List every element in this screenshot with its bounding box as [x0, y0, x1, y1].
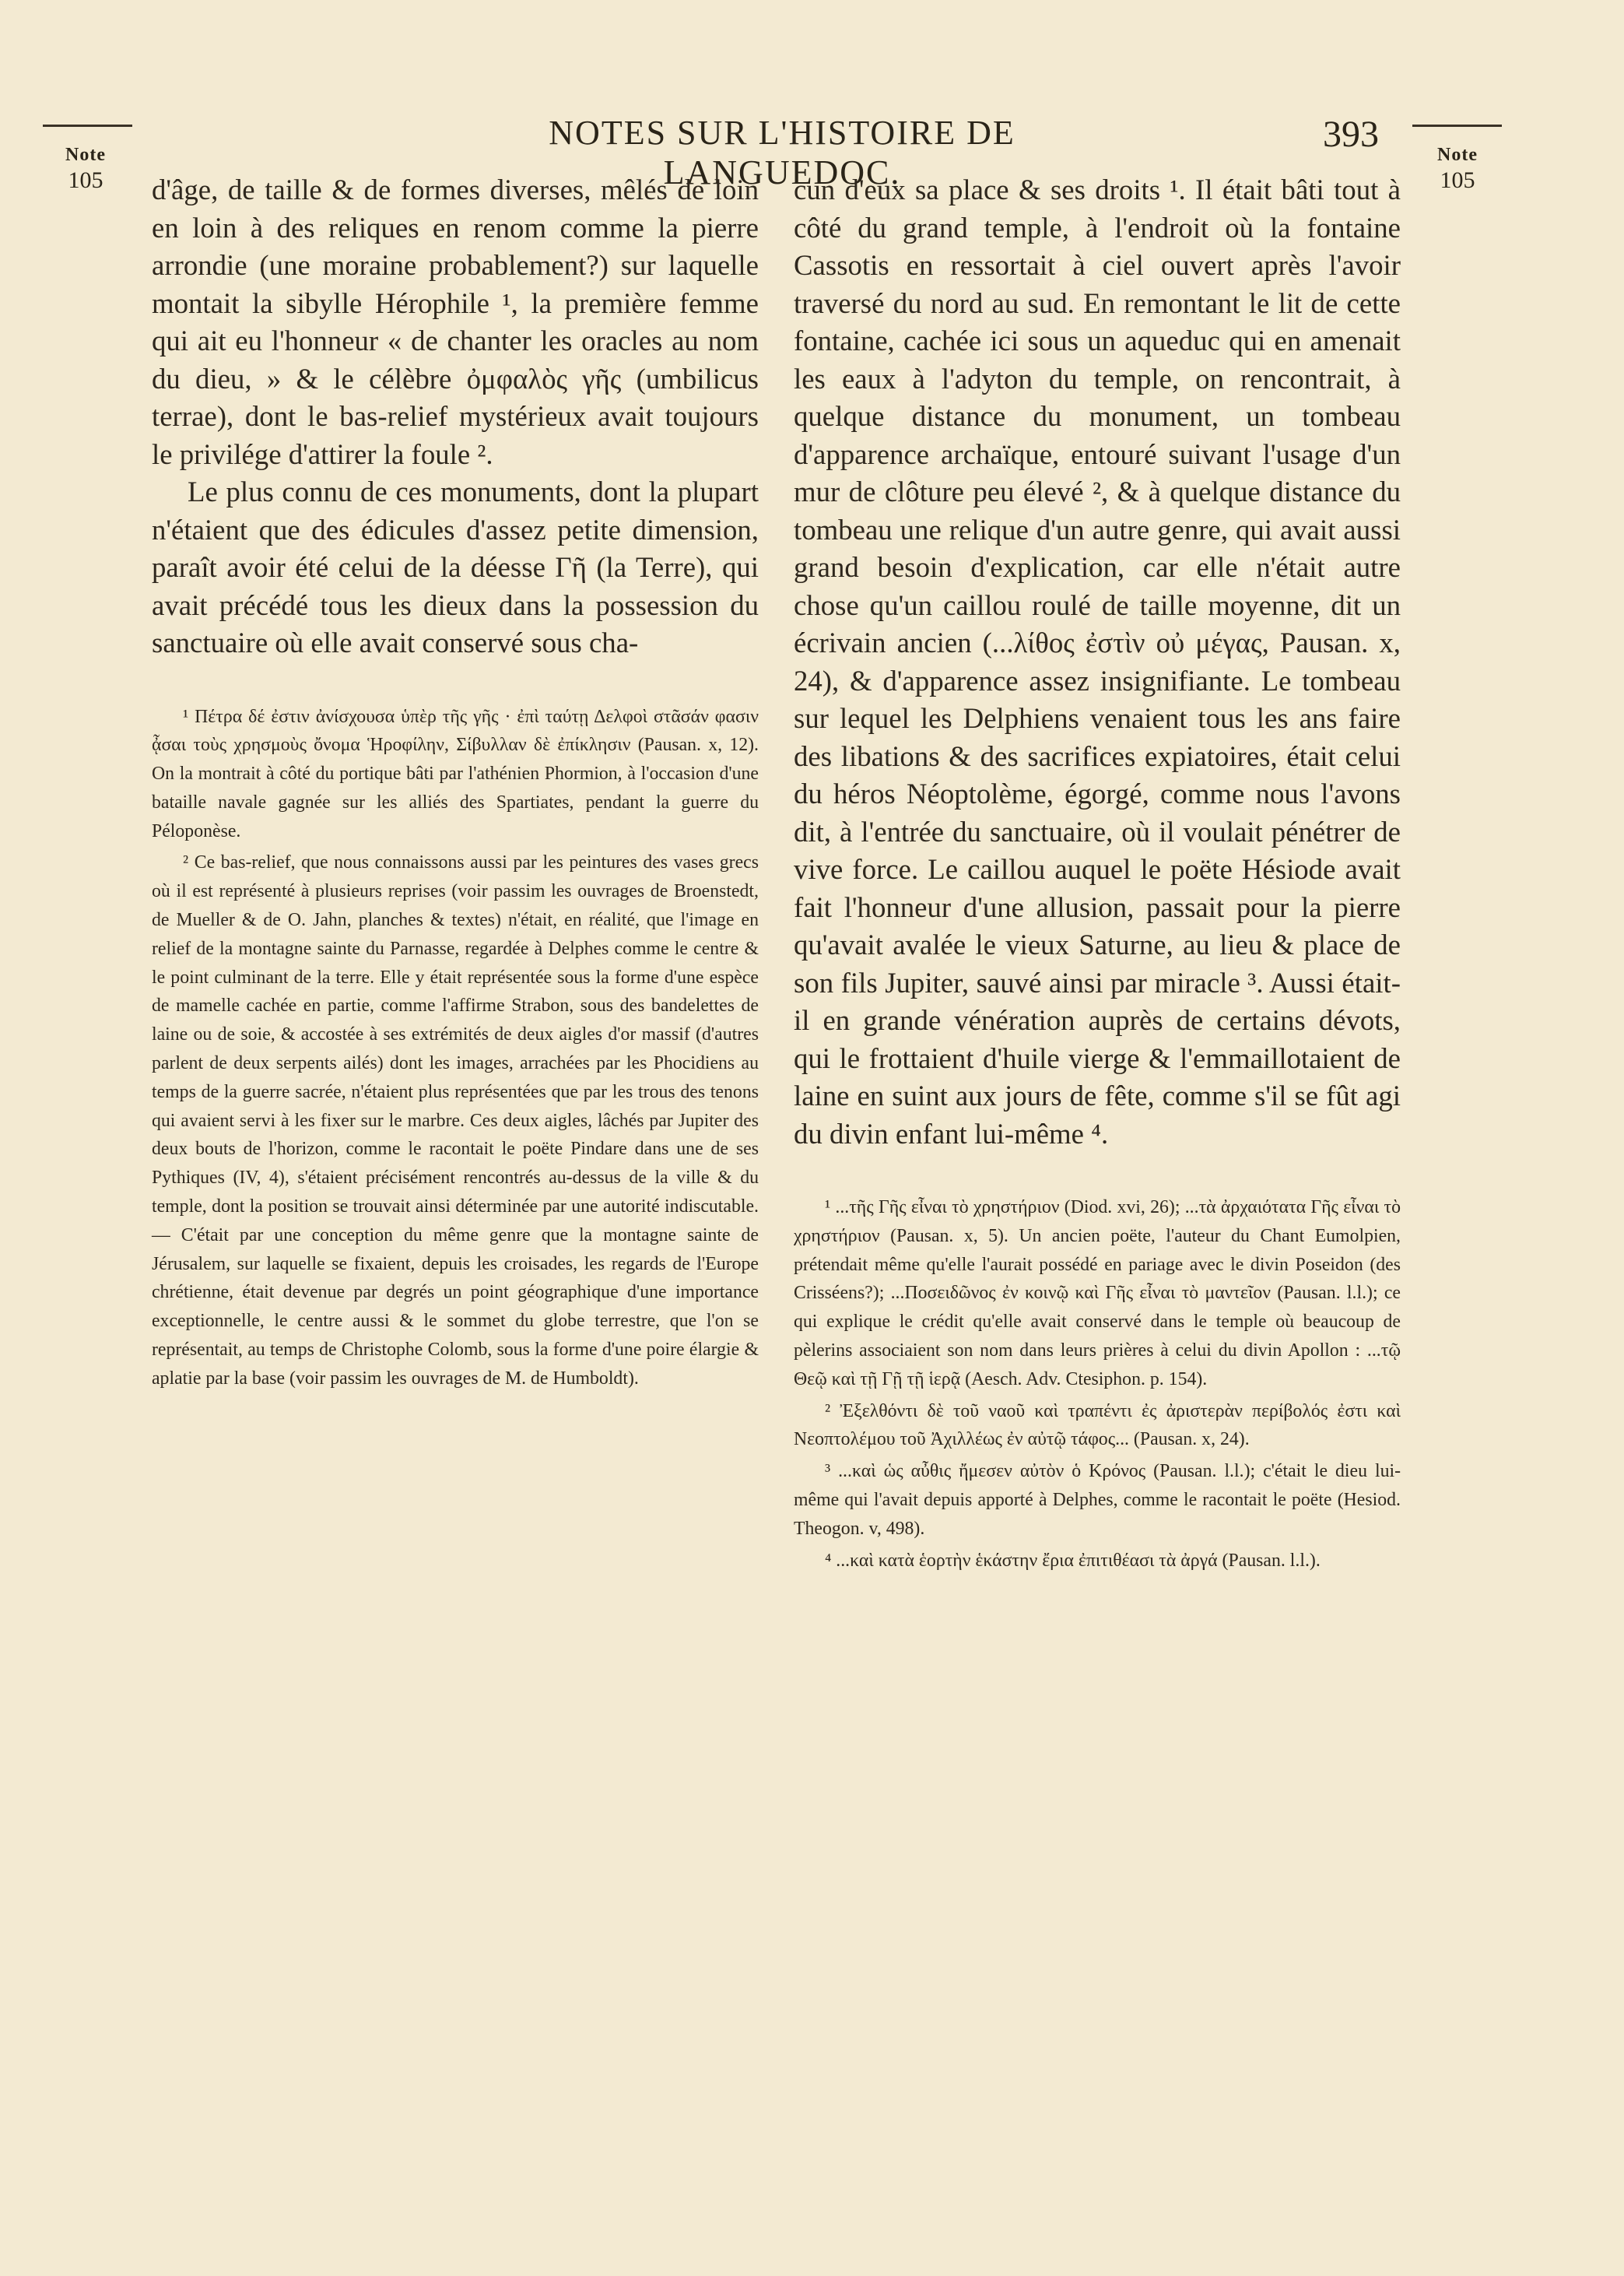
- right-margin-note: [1415, 144, 1500, 195]
- page-number: 393: [1323, 114, 1379, 155]
- left-margin-rule: [43, 125, 132, 127]
- margin-note-number: 105: [68, 167, 103, 193]
- footnote: ¹ Πέτρα δέ ἐστιν ἀνίσχουσα ὑπὲρ τῆς γῆς · ἐπὶ ταύτῃ Δελφοὶ στᾶσάν φασιν ᾆσαι τοὺς χρησμοὺς ὄνομα Ἡροφίλην, Σίβυλλαν δὲ ἐπίκλησιν (Pausan. x, 12). On la montrait à côté du portique bâti par l'athénien Phormion, à l'occasion d'une bataille navale gagnée sur les alliés des Spartiates, pendant la guerre du Péloponèse.: [152, 706, 759, 841]
- footnote: ¹ ...τῆς Γῆς εἶναι τὸ χρηστήριον (Diod. xvi, 26); ...τὰ ἀρχαιότατα Γῆς εἶναι τὸ χρηστήριον (Pausan. x, 5). Un ancien poëte, l'auteur du Chant Eumolpien, prétendait même qu'elle l'aurait possédé en pariage avec le divin Poseidon (des Crisséens?); ...Ποσειδῶνος ἐν κοινῷ καὶ Γῆς εἶναι τὸ μαντεῖον (Pausan. l.l.); ce qui explique le crédit qu'elle avait conservé dans le temple où beaucoup de pèlerins associaient son nom dans leurs prières à celui du divin Apollon : ...τῷ Θεῷ καὶ τῇ Γῇ τῇ ἱερᾷ (Aesch. Adv. Ctesiphon. p. 154).: [794, 1197, 1401, 1389]
- footnotes: [794, 1193, 1401, 1575]
- margin-note-label: Note: [65, 145, 106, 165]
- margin-note-number: 105: [1440, 167, 1475, 193]
- margin-note-label: Note: [1437, 145, 1478, 165]
- right-margin-rule: [1412, 125, 1502, 127]
- running-header-title: NOTES SUR L'HISTOIRE DE LANGUEDOC.: [549, 114, 1015, 191]
- body-paragraph: d'âge, de taille & de formes diverses, mêlés de loin en loin à des reliques en renom comme la pierre arrondie (une moraine probablement?) sur laquelle montait la sibylle Hérophile ¹, la première femme qui ait eu l'honneur « de chanter les oracles au nom du dieu, » & le célèbre ὀμφαλὸς γῆς (umbilicus terrae), dont le bas-relief mystérieux avait toujours le privilége d'attirer la foule ².: [152, 174, 759, 470]
- left-margin-note: [43, 144, 128, 195]
- right-column: [794, 171, 1401, 1578]
- footnote: ² Ce bas-relief, que nous connaissons aussi par les peintures des vases grecs où il est représenté à plusieurs reprises (voir passim les ouvrages de Broenstedt, de Mueller & de O. Jahn, planches & textes) n'était, en réalité, que l'image en relief de la montagne sainte du Parnasse, regardée à Delphes comme le centre & le point culminant de la terre. Elle y était représentée sous la forme d'une espèce de mamelle cachée en partie, comme l'affirme Strabon, sous des bandelettes de laine ou de soie, & accostée à ses extrémités de deux aigles d'or massif (d'autres parlent de deux serpents ailés) dont les images, arrachées par les Phocidiens au temps de la guerre sacrée, n'étaient plus représentées que par les trous des tenons qui avaient servi à les fixer sur le marbre. Ces deux aigles, lâchés par Jupiter des deux bouts de l'horizon, comme le racontait le poëte Pindare dans une de ses Pythiques (IV, 4), s'étaient précisément rencontrés au-dessus de la ville & du temple, dont la position se trouvait ainsi déterminée par une autorité indiscutable. — C'était par une conception du même genre que la montagne sainte de Jérusalem, sur laquelle se fixaient, depuis les croisades, les regards de l'Europe chrétienne, était devenue par degrés un point géographique d'une importance exceptionnelle, le centre aussi & le sommet du globe terrestre, que l'on se représentait, au temps de Christophe Colomb, sous la forme d'une poire élargie & aplatie par la base (voir passim les ouvrages de M. de Humboldt).: [152, 852, 759, 1389]
- footnotes: [152, 703, 759, 1393]
- body-paragraph: cun d'eux sa place & ses droits ¹. Il était bâti tout à côté du grand temple, à l'endroit où la fontaine Cassotis en ressortait à ciel ouvert après l'avoir traversé du nord au sud. En remontant le lit de cette fontaine, cachée ici sous un aqueduc qui en amenait les eaux à l'adyton du temple, on rencontrait, à quelque distance du monument, un tombeau d'apparence archaïque, entouré suivant l'usage d'un mur de clôture peu élevé ², & à quelque distance du tombeau une relique d'un autre genre, qui avait aussi grand besoin d'explication, car elle n'était autre chose qu'un caillou roulé de taille moyenne, dit un écrivain ancien (...λίθος ἐστὶν οὐ μέγας, Pausan. x, 24), & d'apparence assez insignifiante. Le tombeau sur lequel les Delphiens venaient tous les ans faire des libations & des sacrifices expiatoires, était celui du héros Néoptolème, égorgé, comme nous l'avons dit, à l'entrée du sanctuaire, où il voulait pénétrer de vive force. Le caillou auquel le poëte Hésiode avait fait l'honneur d'une allusion, passait pour la pierre qu'avait avalée le vieux Saturne, au lieu & place de son fils Jupiter, sauvé ainsi par miracle ³. Aussi était-il en grande vénération auprès de certains dévots, qui le frottaient d'huile vierge & l'emmaillotaient de laine en suint aux jours de fête, comme s'il se fût agi du divin enfant lui-même ⁴.: [794, 174, 1401, 1150]
- footnote: ² Ἐξελθόντι δὲ τοῦ ναοῦ καὶ τραπέντι ἐς ἀριστερὰν περίβολός ἐστι καὶ Νεοπτολέμου τοῦ Ἀχιλλέως ἐν αὐτῷ τάφος... (Pausan. x, 24).: [794, 1400, 1401, 1450]
- left-column: [152, 171, 759, 1396]
- footnote: ³ ...καὶ ὡς αὖθις ἤμεσεν αὐτὸν ὁ Κρόνος (Pausan. l.l.); c'était le dieu lui-même qui l'avait depuis apporté à Delphes, comme le racontait le poëte (Hesiod. Theogon. v, 498).: [794, 1461, 1401, 1539]
- footnote: ⁴ ...καὶ κατὰ ἑορτὴν ἑκάστην ἔρια ἐπιτιθέασι τὰ ἀργά (Pausan. l.l.).: [825, 1550, 1321, 1571]
- body-paragraph: Le plus connu de ces monuments, dont la plupart n'étaient que des édicules d'assez petite dimension, paraît avoir été celui de la déesse Γῆ (la Terre), qui avait précédé tous les dieux dans la possession du sanctuaire où elle avait conservé sous cha-: [152, 476, 759, 659]
